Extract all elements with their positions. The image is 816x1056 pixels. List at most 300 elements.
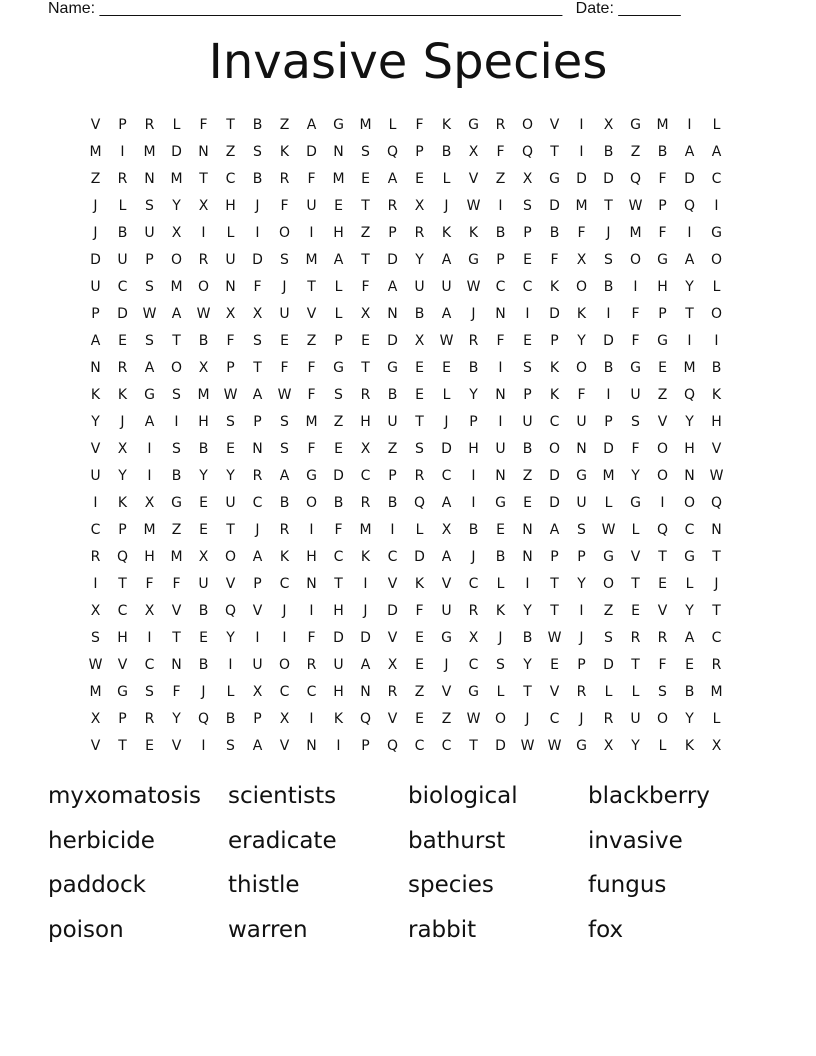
grid-letter[interactable]: K <box>549 360 560 376</box>
grid-letter[interactable]: Z <box>441 711 452 727</box>
grid-letter[interactable]: B <box>171 468 182 484</box>
grid-letter[interactable]: D <box>387 603 398 619</box>
grid-letter[interactable]: U <box>90 468 101 484</box>
grid-letter[interactable]: W <box>547 630 562 646</box>
grid-letter[interactable]: F <box>658 657 667 673</box>
grid-letter[interactable]: O <box>656 468 669 484</box>
grid-letter[interactable]: R <box>387 684 398 700</box>
grid-letter[interactable]: D <box>252 252 263 268</box>
grid-letter[interactable]: N <box>252 441 263 457</box>
grid-letter[interactable]: O <box>494 711 507 727</box>
grid-letter[interactable]: O <box>305 495 318 511</box>
grid-letter[interactable]: P <box>253 711 262 727</box>
grid-letter[interactable]: O <box>629 252 642 268</box>
grid-letter[interactable]: J <box>444 414 449 430</box>
grid-letter[interactable]: A <box>144 414 155 430</box>
grid-letter[interactable]: C <box>279 576 290 592</box>
grid-letter[interactable]: T <box>658 549 667 565</box>
grid-letter[interactable]: R <box>657 630 668 646</box>
grid-letter[interactable]: L <box>658 738 667 754</box>
grid-letter[interactable]: P <box>226 360 235 376</box>
grid-letter[interactable]: Y <box>631 468 640 484</box>
grid-letter[interactable]: U <box>576 495 587 511</box>
grid-letter[interactable]: U <box>630 711 641 727</box>
grid-letter[interactable]: U <box>225 252 236 268</box>
grid-letter[interactable]: P <box>361 738 370 754</box>
grid-letter[interactable]: R <box>360 387 371 403</box>
grid-letter[interactable]: E <box>523 252 532 268</box>
grid-letter[interactable]: N <box>144 171 155 187</box>
grid-letter[interactable]: B <box>279 495 290 511</box>
grid-letter[interactable]: C <box>90 522 101 538</box>
grid-letter[interactable]: F <box>280 198 289 214</box>
grid-letter[interactable]: R <box>306 657 317 673</box>
grid-letter[interactable]: P <box>145 252 154 268</box>
grid-letter[interactable]: V <box>387 576 398 592</box>
grid-letter[interactable]: J <box>282 603 287 619</box>
grid-letter[interactable]: W <box>439 333 454 349</box>
grid-letter[interactable]: E <box>415 711 424 727</box>
grid-letter[interactable]: B <box>522 630 533 646</box>
grid-letter[interactable]: R <box>495 117 506 133</box>
grid-letter[interactable]: Z <box>495 171 506 187</box>
grid-letter[interactable]: P <box>523 225 532 241</box>
grid-letter[interactable]: B <box>711 360 722 376</box>
grid-letter[interactable]: D <box>603 333 614 349</box>
grid-letter[interactable]: W <box>466 198 481 214</box>
grid-letter[interactable]: B <box>198 333 209 349</box>
grid-letter[interactable]: S <box>226 414 235 430</box>
grid-letter[interactable]: N <box>522 522 533 538</box>
grid-letter[interactable]: E <box>442 360 451 376</box>
grid-letter[interactable]: A <box>333 252 344 268</box>
grid-letter[interactable]: O <box>656 711 669 727</box>
grid-letter[interactable]: Y <box>91 414 100 430</box>
grid-letter[interactable]: Y <box>631 738 640 754</box>
grid-letter[interactable]: J <box>444 657 449 673</box>
grid-letter[interactable]: T <box>550 576 559 592</box>
grid-letter[interactable]: Y <box>523 657 532 673</box>
grid-letter[interactable]: P <box>469 414 478 430</box>
grid-letter[interactable]: G <box>576 738 587 754</box>
grid-letter[interactable]: E <box>361 333 370 349</box>
grid-letter[interactable]: Q <box>413 495 426 511</box>
grid-letter[interactable]: E <box>199 495 208 511</box>
grid-letter[interactable]: K <box>684 738 695 754</box>
grid-letter[interactable]: I <box>687 117 692 133</box>
grid-letter[interactable]: T <box>226 117 235 133</box>
grid-letter[interactable]: I <box>525 306 530 322</box>
grid-letter[interactable]: E <box>334 198 343 214</box>
grid-letter[interactable]: I <box>714 333 719 349</box>
grid-letter[interactable]: Y <box>685 711 694 727</box>
date-blank-line[interactable]: _______ <box>618 0 681 17</box>
grid-letter[interactable]: T <box>361 198 370 214</box>
grid-letter[interactable]: L <box>496 576 505 592</box>
grid-letter[interactable]: P <box>91 306 100 322</box>
grid-letter[interactable]: X <box>603 738 614 754</box>
grid-letter[interactable]: P <box>118 117 127 133</box>
grid-letter[interactable]: X <box>198 360 209 376</box>
grid-letter[interactable]: G <box>603 549 614 565</box>
grid-letter[interactable]: I <box>498 414 503 430</box>
grid-letter[interactable]: B <box>468 522 479 538</box>
grid-letter[interactable]: N <box>495 306 506 322</box>
grid-letter[interactable]: G <box>657 333 668 349</box>
grid-letter[interactable]: T <box>604 198 613 214</box>
grid-letter[interactable]: I <box>309 711 314 727</box>
grid-letter[interactable]: R <box>198 252 209 268</box>
grid-letter[interactable]: X <box>90 603 101 619</box>
grid-letter[interactable]: R <box>630 630 641 646</box>
grid-letter[interactable]: D <box>603 441 614 457</box>
grid-letter[interactable]: C <box>144 657 155 673</box>
grid-letter[interactable]: E <box>496 522 505 538</box>
grid-letter[interactable]: T <box>550 603 559 619</box>
grid-letter[interactable]: J <box>120 414 125 430</box>
grid-letter[interactable]: C <box>360 468 371 484</box>
grid-letter[interactable]: L <box>712 117 721 133</box>
grid-letter[interactable]: M <box>305 252 318 268</box>
grid-letter[interactable]: Q <box>386 144 399 160</box>
grid-letter[interactable]: X <box>603 117 614 133</box>
grid-letter[interactable]: E <box>145 738 154 754</box>
grid-letter[interactable]: P <box>118 711 127 727</box>
grid-letter[interactable]: Z <box>279 117 290 133</box>
grid-letter[interactable]: P <box>253 414 262 430</box>
grid-letter[interactable]: Q <box>359 711 372 727</box>
grid-letter[interactable]: I <box>228 657 233 673</box>
grid-letter[interactable]: G <box>684 549 695 565</box>
grid-letter[interactable]: I <box>714 198 719 214</box>
grid-letter[interactable]: U <box>306 198 317 214</box>
grid-letter[interactable]: X <box>252 306 263 322</box>
grid-letter[interactable]: K <box>441 117 452 133</box>
grid-letter[interactable]: V <box>387 711 398 727</box>
grid-letter[interactable]: X <box>576 252 587 268</box>
grid-letter[interactable]: S <box>604 630 613 646</box>
grid-letter[interactable]: K <box>549 279 560 295</box>
grid-letter[interactable]: I <box>525 576 530 592</box>
grid-letter[interactable]: B <box>117 225 128 241</box>
grid-letter[interactable]: U <box>117 252 128 268</box>
grid-letter[interactable]: M <box>656 117 669 133</box>
grid-letter[interactable]: P <box>550 333 559 349</box>
grid-letter[interactable]: C <box>468 576 479 592</box>
grid-letter[interactable]: V <box>90 441 101 457</box>
grid-letter[interactable]: N <box>360 684 371 700</box>
grid-letter[interactable]: S <box>91 630 100 646</box>
grid-letter[interactable]: K <box>711 387 722 403</box>
grid-letter[interactable]: J <box>255 198 260 214</box>
grid-letter[interactable]: Z <box>306 333 317 349</box>
grid-letter[interactable]: M <box>602 468 615 484</box>
grid-letter[interactable]: M <box>332 171 345 187</box>
grid-letter[interactable]: C <box>684 522 695 538</box>
grid-letter[interactable]: I <box>147 630 152 646</box>
grid-letter[interactable]: S <box>280 414 289 430</box>
grid-letter[interactable]: Z <box>522 468 533 484</box>
grid-letter[interactable]: D <box>387 252 398 268</box>
grid-letter[interactable]: T <box>172 333 181 349</box>
grid-letter[interactable]: V <box>441 576 452 592</box>
grid-letter[interactable]: M <box>170 279 183 295</box>
grid-letter[interactable]: L <box>604 495 613 511</box>
grid-letter[interactable]: J <box>471 549 476 565</box>
grid-letter[interactable]: O <box>224 549 237 565</box>
grid-letter[interactable]: F <box>361 279 370 295</box>
grid-letter[interactable]: Q <box>683 387 696 403</box>
grid-letter[interactable]: Y <box>685 279 694 295</box>
grid-letter[interactable]: B <box>549 225 560 241</box>
grid-letter[interactable]: D <box>576 171 587 187</box>
grid-letter[interactable]: Q <box>224 603 237 619</box>
grid-letter[interactable]: E <box>658 360 667 376</box>
grid-letter[interactable]: E <box>658 576 667 592</box>
grid-letter[interactable]: R <box>279 171 290 187</box>
grid-letter[interactable]: P <box>604 414 613 430</box>
grid-letter[interactable]: F <box>415 117 424 133</box>
grid-letter[interactable]: G <box>468 117 479 133</box>
grid-letter[interactable]: L <box>631 522 640 538</box>
grid-letter[interactable]: C <box>549 414 560 430</box>
grid-letter[interactable]: I <box>606 387 611 403</box>
grid-letter[interactable]: N <box>306 576 317 592</box>
grid-letter[interactable]: S <box>658 684 667 700</box>
grid-letter[interactable]: G <box>333 360 344 376</box>
grid-letter[interactable]: B <box>603 144 614 160</box>
grid-letter[interactable]: A <box>360 657 371 673</box>
grid-letter[interactable]: O <box>602 576 615 592</box>
grid-letter[interactable]: O <box>710 306 723 322</box>
grid-letter[interactable]: I <box>606 306 611 322</box>
grid-letter[interactable]: D <box>603 657 614 673</box>
grid-letter[interactable]: P <box>415 144 424 160</box>
grid-letter[interactable]: H <box>468 441 479 457</box>
grid-letter[interactable]: W <box>466 279 481 295</box>
grid-letter[interactable]: R <box>279 522 290 538</box>
grid-letter[interactable]: E <box>199 630 208 646</box>
grid-letter[interactable]: I <box>498 198 503 214</box>
grid-letter[interactable]: D <box>603 171 614 187</box>
grid-letter[interactable]: M <box>197 387 210 403</box>
grid-letter[interactable]: M <box>629 225 642 241</box>
grid-letter[interactable]: E <box>415 387 424 403</box>
grid-letter[interactable]: B <box>603 360 614 376</box>
grid-letter[interactable]: B <box>225 711 236 727</box>
grid-letter[interactable]: Q <box>629 171 642 187</box>
grid-letter[interactable]: Y <box>172 198 181 214</box>
grid-letter[interactable]: X <box>279 711 290 727</box>
grid-letter[interactable]: P <box>523 387 532 403</box>
grid-letter[interactable]: L <box>334 279 343 295</box>
grid-letter[interactable]: F <box>307 171 316 187</box>
grid-letter[interactable]: T <box>199 171 208 187</box>
grid-letter[interactable]: W <box>520 738 535 754</box>
grid-letter[interactable]: T <box>631 657 640 673</box>
grid-letter[interactable]: R <box>468 333 479 349</box>
grid-letter[interactable]: O <box>575 360 588 376</box>
grid-letter[interactable]: S <box>280 252 289 268</box>
grid-letter[interactable]: T <box>118 738 127 754</box>
grid-letter[interactable]: Z <box>90 171 101 187</box>
grid-letter[interactable]: L <box>388 117 397 133</box>
grid-letter[interactable]: A <box>684 144 695 160</box>
grid-letter[interactable]: Q <box>656 522 669 538</box>
grid-letter[interactable]: J <box>471 306 476 322</box>
grid-letter[interactable]: D <box>117 306 128 322</box>
grid-letter[interactable]: Q <box>521 144 534 160</box>
grid-letter[interactable]: G <box>630 117 641 133</box>
grid-letter[interactable]: O <box>170 252 183 268</box>
grid-letter[interactable]: X <box>360 441 371 457</box>
grid-letter[interactable]: U <box>576 414 587 430</box>
grid-letter[interactable]: T <box>172 630 181 646</box>
grid-letter[interactable]: H <box>711 414 722 430</box>
grid-letter[interactable]: R <box>90 549 101 565</box>
grid-letter[interactable]: F <box>577 225 586 241</box>
grid-letter[interactable]: S <box>172 441 181 457</box>
grid-letter[interactable]: D <box>549 495 560 511</box>
grid-letter[interactable]: C <box>711 630 722 646</box>
grid-letter[interactable]: T <box>712 549 721 565</box>
grid-letter[interactable]: D <box>495 738 506 754</box>
grid-letter[interactable]: K <box>576 306 587 322</box>
grid-letter[interactable]: J <box>498 630 503 646</box>
grid-letter[interactable]: U <box>90 279 101 295</box>
grid-letter[interactable]: G <box>576 468 587 484</box>
grid-letter[interactable]: N <box>333 144 344 160</box>
grid-letter[interactable]: Z <box>603 603 614 619</box>
grid-letter[interactable]: R <box>414 468 425 484</box>
grid-letter[interactable]: S <box>280 441 289 457</box>
grid-letter[interactable]: R <box>117 360 128 376</box>
grid-letter[interactable]: H <box>360 414 371 430</box>
grid-letter[interactable]: G <box>387 360 398 376</box>
grid-letter[interactable]: E <box>415 360 424 376</box>
grid-letter[interactable]: M <box>89 144 102 160</box>
grid-letter[interactable]: S <box>604 252 613 268</box>
grid-letter[interactable]: F <box>577 387 586 403</box>
grid-letter[interactable]: I <box>282 630 287 646</box>
name-blank-line[interactable]: ____________________________________________________ <box>99 0 563 17</box>
grid-letter[interactable]: I <box>363 576 368 592</box>
grid-letter[interactable]: N <box>171 657 182 673</box>
grid-letter[interactable]: R <box>711 657 722 673</box>
grid-letter[interactable]: W <box>628 198 643 214</box>
grid-letter[interactable]: U <box>144 225 155 241</box>
grid-letter[interactable]: X <box>90 711 101 727</box>
grid-letter[interactable]: J <box>93 225 98 241</box>
grid-letter[interactable]: O <box>656 441 669 457</box>
grid-letter[interactable]: L <box>442 171 451 187</box>
grid-letter[interactable]: I <box>174 414 179 430</box>
grid-letter[interactable]: Z <box>171 522 182 538</box>
grid-letter[interactable]: H <box>117 630 128 646</box>
grid-letter[interactable]: I <box>498 360 503 376</box>
grid-letter[interactable]: B <box>495 225 506 241</box>
grid-letter[interactable]: B <box>387 387 398 403</box>
grid-letter[interactable]: O <box>197 279 210 295</box>
grid-letter[interactable]: G <box>468 252 479 268</box>
grid-letter[interactable]: G <box>171 495 182 511</box>
grid-letter[interactable]: U <box>441 279 452 295</box>
grid-letter[interactable]: V <box>468 171 479 187</box>
grid-letter[interactable]: F <box>253 279 262 295</box>
grid-letter[interactable]: P <box>658 198 667 214</box>
grid-letter[interactable]: I <box>579 117 584 133</box>
grid-letter[interactable]: K <box>441 225 452 241</box>
grid-letter[interactable]: B <box>468 360 479 376</box>
grid-letter[interactable]: O <box>548 441 561 457</box>
grid-letter[interactable]: B <box>198 657 209 673</box>
grid-letter[interactable]: I <box>309 603 314 619</box>
grid-letter[interactable]: C <box>333 549 344 565</box>
grid-letter[interactable]: A <box>252 387 263 403</box>
grid-letter[interactable]: I <box>147 441 152 457</box>
grid-letter[interactable]: S <box>523 360 532 376</box>
grid-letter[interactable]: F <box>307 360 316 376</box>
grid-letter[interactable]: F <box>496 333 505 349</box>
grid-letter[interactable]: R <box>468 603 479 619</box>
grid-letter[interactable]: E <box>226 441 235 457</box>
grid-letter[interactable]: N <box>90 360 101 376</box>
grid-letter[interactable]: I <box>201 225 206 241</box>
grid-letter[interactable]: G <box>144 387 155 403</box>
grid-letter[interactable]: A <box>279 468 290 484</box>
grid-letter[interactable]: M <box>359 117 372 133</box>
grid-letter[interactable]: Z <box>387 441 398 457</box>
grid-letter[interactable]: I <box>93 495 98 511</box>
grid-letter[interactable]: N <box>306 738 317 754</box>
grid-letter[interactable]: P <box>577 657 586 673</box>
grid-letter[interactable]: V <box>711 441 722 457</box>
grid-letter[interactable]: L <box>496 684 505 700</box>
grid-letter[interactable]: S <box>415 441 424 457</box>
grid-letter[interactable]: R <box>387 198 398 214</box>
grid-letter[interactable]: R <box>144 711 155 727</box>
grid-letter[interactable]: I <box>309 225 314 241</box>
grid-letter[interactable]: C <box>468 657 479 673</box>
grid-letter[interactable]: H <box>333 225 344 241</box>
grid-letter[interactable]: C <box>252 495 263 511</box>
grid-letter[interactable]: F <box>631 441 640 457</box>
grid-letter[interactable]: A <box>441 306 452 322</box>
grid-letter[interactable]: Q <box>116 549 129 565</box>
grid-letter[interactable]: N <box>711 522 722 538</box>
grid-letter[interactable]: L <box>172 117 181 133</box>
grid-letter[interactable]: D <box>333 468 344 484</box>
grid-letter[interactable]: F <box>631 333 640 349</box>
grid-letter[interactable]: A <box>252 549 263 565</box>
grid-letter[interactable]: C <box>225 171 236 187</box>
grid-letter[interactable]: O <box>710 252 723 268</box>
grid-letter[interactable]: X <box>360 306 371 322</box>
grid-letter[interactable]: U <box>333 657 344 673</box>
grid-letter[interactable]: I <box>471 495 476 511</box>
grid-letter[interactable]: W <box>142 306 157 322</box>
grid-letter[interactable]: E <box>523 333 532 349</box>
grid-letter[interactable]: B <box>441 144 452 160</box>
grid-letter[interactable]: J <box>255 522 260 538</box>
grid-letter[interactable]: K <box>279 144 290 160</box>
grid-letter[interactable]: S <box>145 198 154 214</box>
grid-letter[interactable]: T <box>523 684 532 700</box>
grid-letter[interactable]: W <box>709 468 724 484</box>
grid-letter[interactable]: S <box>523 198 532 214</box>
grid-letter[interactable]: S <box>145 279 154 295</box>
grid-letter[interactable]: D <box>90 252 101 268</box>
